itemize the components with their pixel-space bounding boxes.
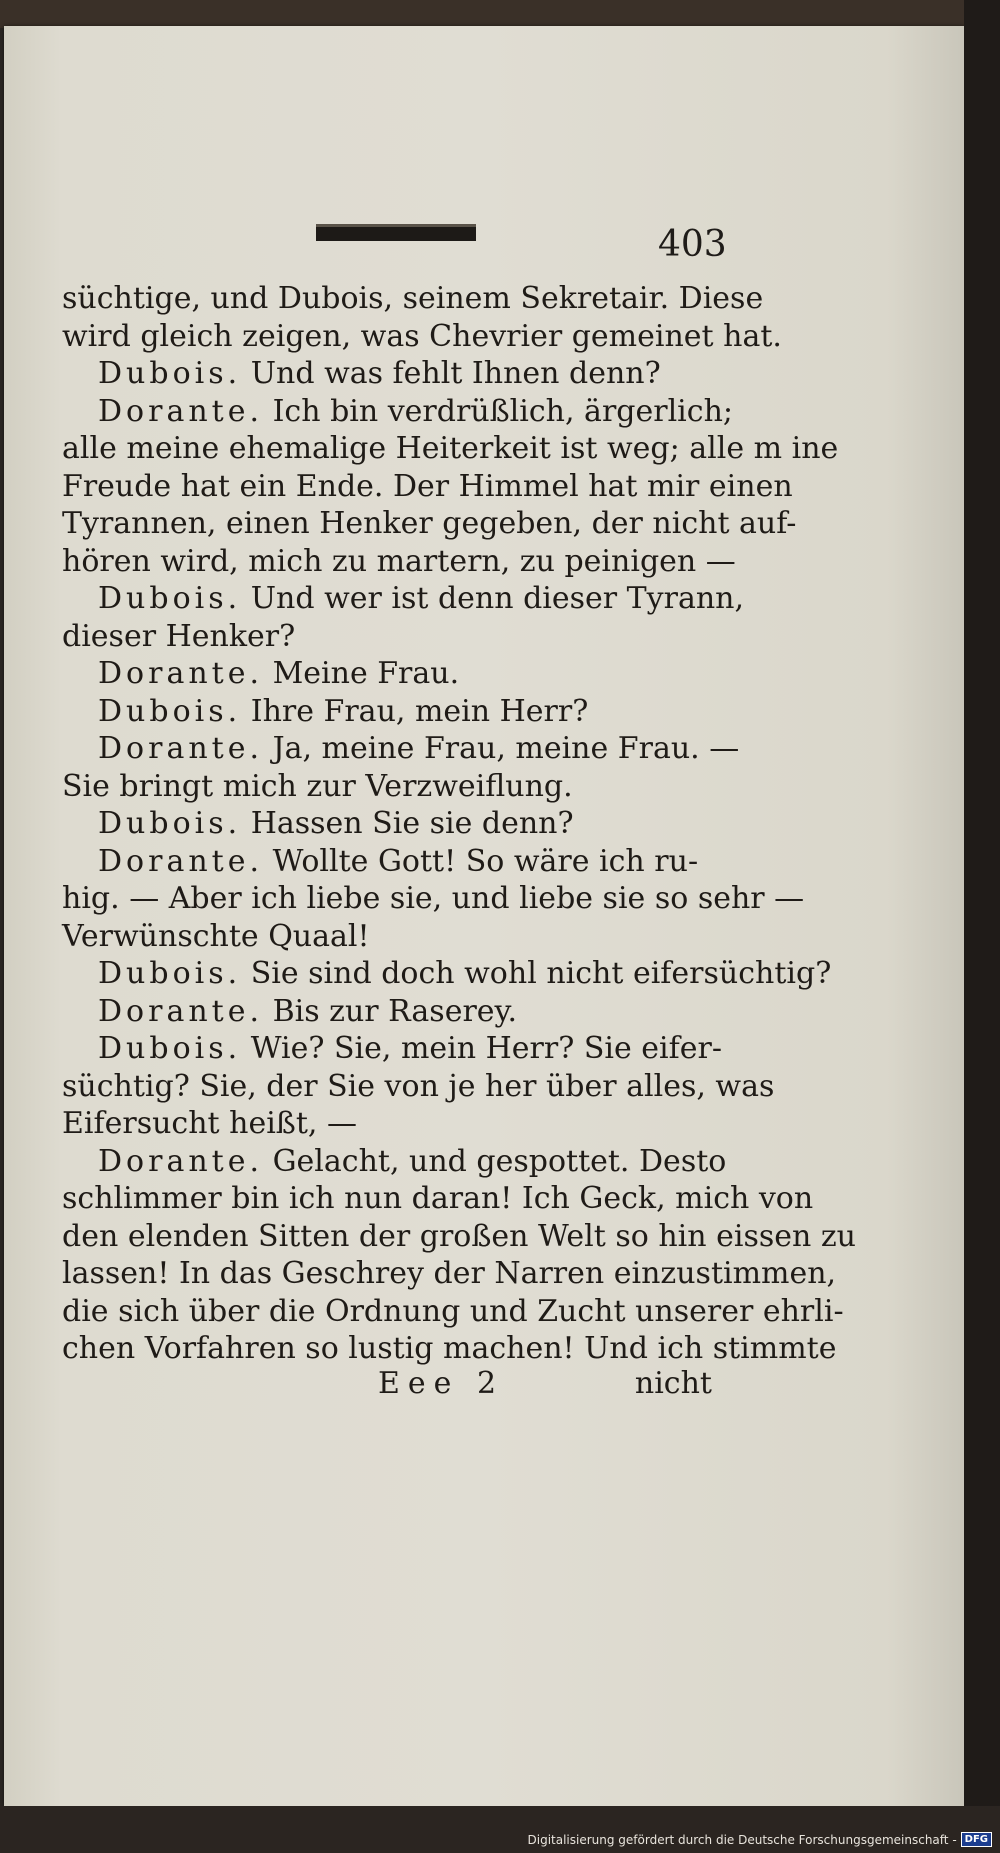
text-line bbox=[62, 655, 712, 693]
line-text: Ihre Frau, mein Herr? bbox=[250, 693, 589, 729]
digitization-credit bbox=[528, 1832, 993, 1847]
line-text: Ja, meine Frau, meine Frau. — bbox=[272, 731, 740, 766]
speaker-name: Dorante. bbox=[98, 656, 264, 691]
text-line bbox=[62, 1143, 727, 1181]
text-line bbox=[62, 1293, 844, 1331]
text-line bbox=[62, 693, 712, 731]
line-text: chen Vorfahren so lustig machen! Und ich stimmte bbox=[62, 1331, 837, 1366]
text-line bbox=[62, 730, 740, 768]
speaker-name: Dorante. bbox=[98, 393, 264, 429]
speaker-name: Dubois. bbox=[98, 806, 242, 841]
page-footer-line bbox=[62, 1366, 712, 1406]
line-text: Hassen Sie sie denn? bbox=[250, 806, 574, 841]
text-line bbox=[62, 993, 712, 1031]
line-text: Gelacht, und gespottet. Desto bbox=[272, 1143, 727, 1179]
text-line bbox=[62, 843, 712, 881]
line-text: süchtige, und Dubois, seinem Sekretair. Diese bbox=[62, 281, 764, 316]
line-text: Verwünschte Quaal! bbox=[62, 918, 370, 954]
text-line bbox=[62, 1030, 722, 1068]
text-line bbox=[62, 1068, 775, 1106]
line-text: lassen! In das Geschrey der Narren einzustimmen, bbox=[62, 1256, 837, 1291]
text-line bbox=[62, 918, 712, 956]
speaker-name: Dorante. bbox=[98, 1143, 264, 1179]
line-text: Sie sind doch wohl nicht eifersüchtig? bbox=[250, 956, 832, 991]
line-text: hig. — Aber ich liebe sie, und liebe sie so sehr — bbox=[62, 881, 805, 916]
text-line bbox=[62, 430, 839, 468]
book-page bbox=[4, 26, 964, 1806]
line-text: Bis zur Raserey. bbox=[272, 993, 518, 1029]
line-text: Sie bringt mich zur Verzweiflung. bbox=[62, 768, 573, 804]
text-line bbox=[62, 318, 782, 356]
page-text-body bbox=[62, 280, 856, 1368]
speaker-name: Dorante. bbox=[98, 993, 264, 1029]
line-text: dieser Henker? bbox=[62, 618, 296, 654]
text-line bbox=[62, 393, 734, 431]
line-text: Meine Frau. bbox=[272, 656, 460, 691]
text-line bbox=[62, 280, 764, 318]
text-line bbox=[62, 355, 712, 393]
line-text: Wie? Sie, mein Herr? Sie eifer- bbox=[250, 1031, 722, 1066]
speaker-name: Dubois. bbox=[98, 1031, 242, 1066]
text-line bbox=[62, 468, 793, 506]
signature-mark: Eee 2 bbox=[378, 1366, 505, 1401]
line-text: Eifersucht heißt, — bbox=[62, 1106, 357, 1141]
text-line bbox=[62, 805, 712, 843]
text-line bbox=[62, 618, 712, 656]
line-text: Und wer ist denn dieser Tyrann, bbox=[250, 581, 745, 616]
line-text: Wollte Gott! So wäre ich ru- bbox=[272, 843, 699, 879]
text-line bbox=[62, 1330, 837, 1368]
text-line bbox=[62, 880, 805, 918]
line-text: Ich bin verdrüßlich, ärgerlich; bbox=[272, 393, 734, 429]
line-text: wird gleich zeigen, was Chevrier gemeinet hat. bbox=[62, 318, 782, 354]
line-text: süchtig? Sie, der Sie von je her über alles, was bbox=[62, 1068, 775, 1104]
text-line bbox=[62, 768, 712, 806]
text-line bbox=[62, 1218, 856, 1256]
line-text: die sich über die Ordnung und Zucht unserer ehrli- bbox=[62, 1293, 844, 1329]
text-line bbox=[62, 955, 832, 993]
text-line bbox=[62, 1180, 814, 1218]
line-text: hören wird, mich zu martern, zu peinigen — bbox=[62, 543, 736, 579]
text-line bbox=[62, 1255, 837, 1293]
speaker-name: Dubois. bbox=[98, 581, 242, 616]
credit-text: Digitalisierung gefördert durch die Deutsche Forschungsgemeinschaft - bbox=[527, 1832, 957, 1847]
text-line bbox=[62, 543, 736, 581]
text-line bbox=[62, 1105, 712, 1143]
text-line bbox=[62, 580, 745, 618]
dfg-logo: DFG bbox=[961, 1832, 992, 1847]
line-text: Und was fehlt Ihnen denn? bbox=[250, 356, 661, 391]
line-text: Tyrannen, einen Henker gegeben, der nicht auf- bbox=[62, 506, 797, 541]
page-number: 403 bbox=[658, 224, 727, 265]
line-text: den elenden Sitten der großen Welt so hin eissen zu bbox=[62, 1218, 856, 1254]
scan-right-edge bbox=[964, 0, 1000, 1853]
speaker-name: Dubois. bbox=[98, 356, 242, 391]
speaker-name: Dorante. bbox=[98, 843, 264, 879]
line-text: schlimmer bin ich nun daran! Ich Geck, mich von bbox=[62, 1181, 814, 1216]
catchword: nicht bbox=[634, 1366, 712, 1401]
line-text: alle meine ehemalige Heiterkeit ist weg; alle m ine bbox=[62, 431, 839, 466]
line-text: Freude hat ein Ende. Der Himmel hat mir einen bbox=[62, 468, 793, 504]
speaker-name: Dubois. bbox=[98, 956, 242, 991]
text-line bbox=[62, 505, 797, 543]
speaker-name: Dubois. bbox=[98, 693, 242, 729]
scan-top-edge bbox=[0, 0, 1000, 28]
header-ornament-rule bbox=[316, 224, 476, 241]
speaker-name: Dorante. bbox=[98, 731, 264, 766]
